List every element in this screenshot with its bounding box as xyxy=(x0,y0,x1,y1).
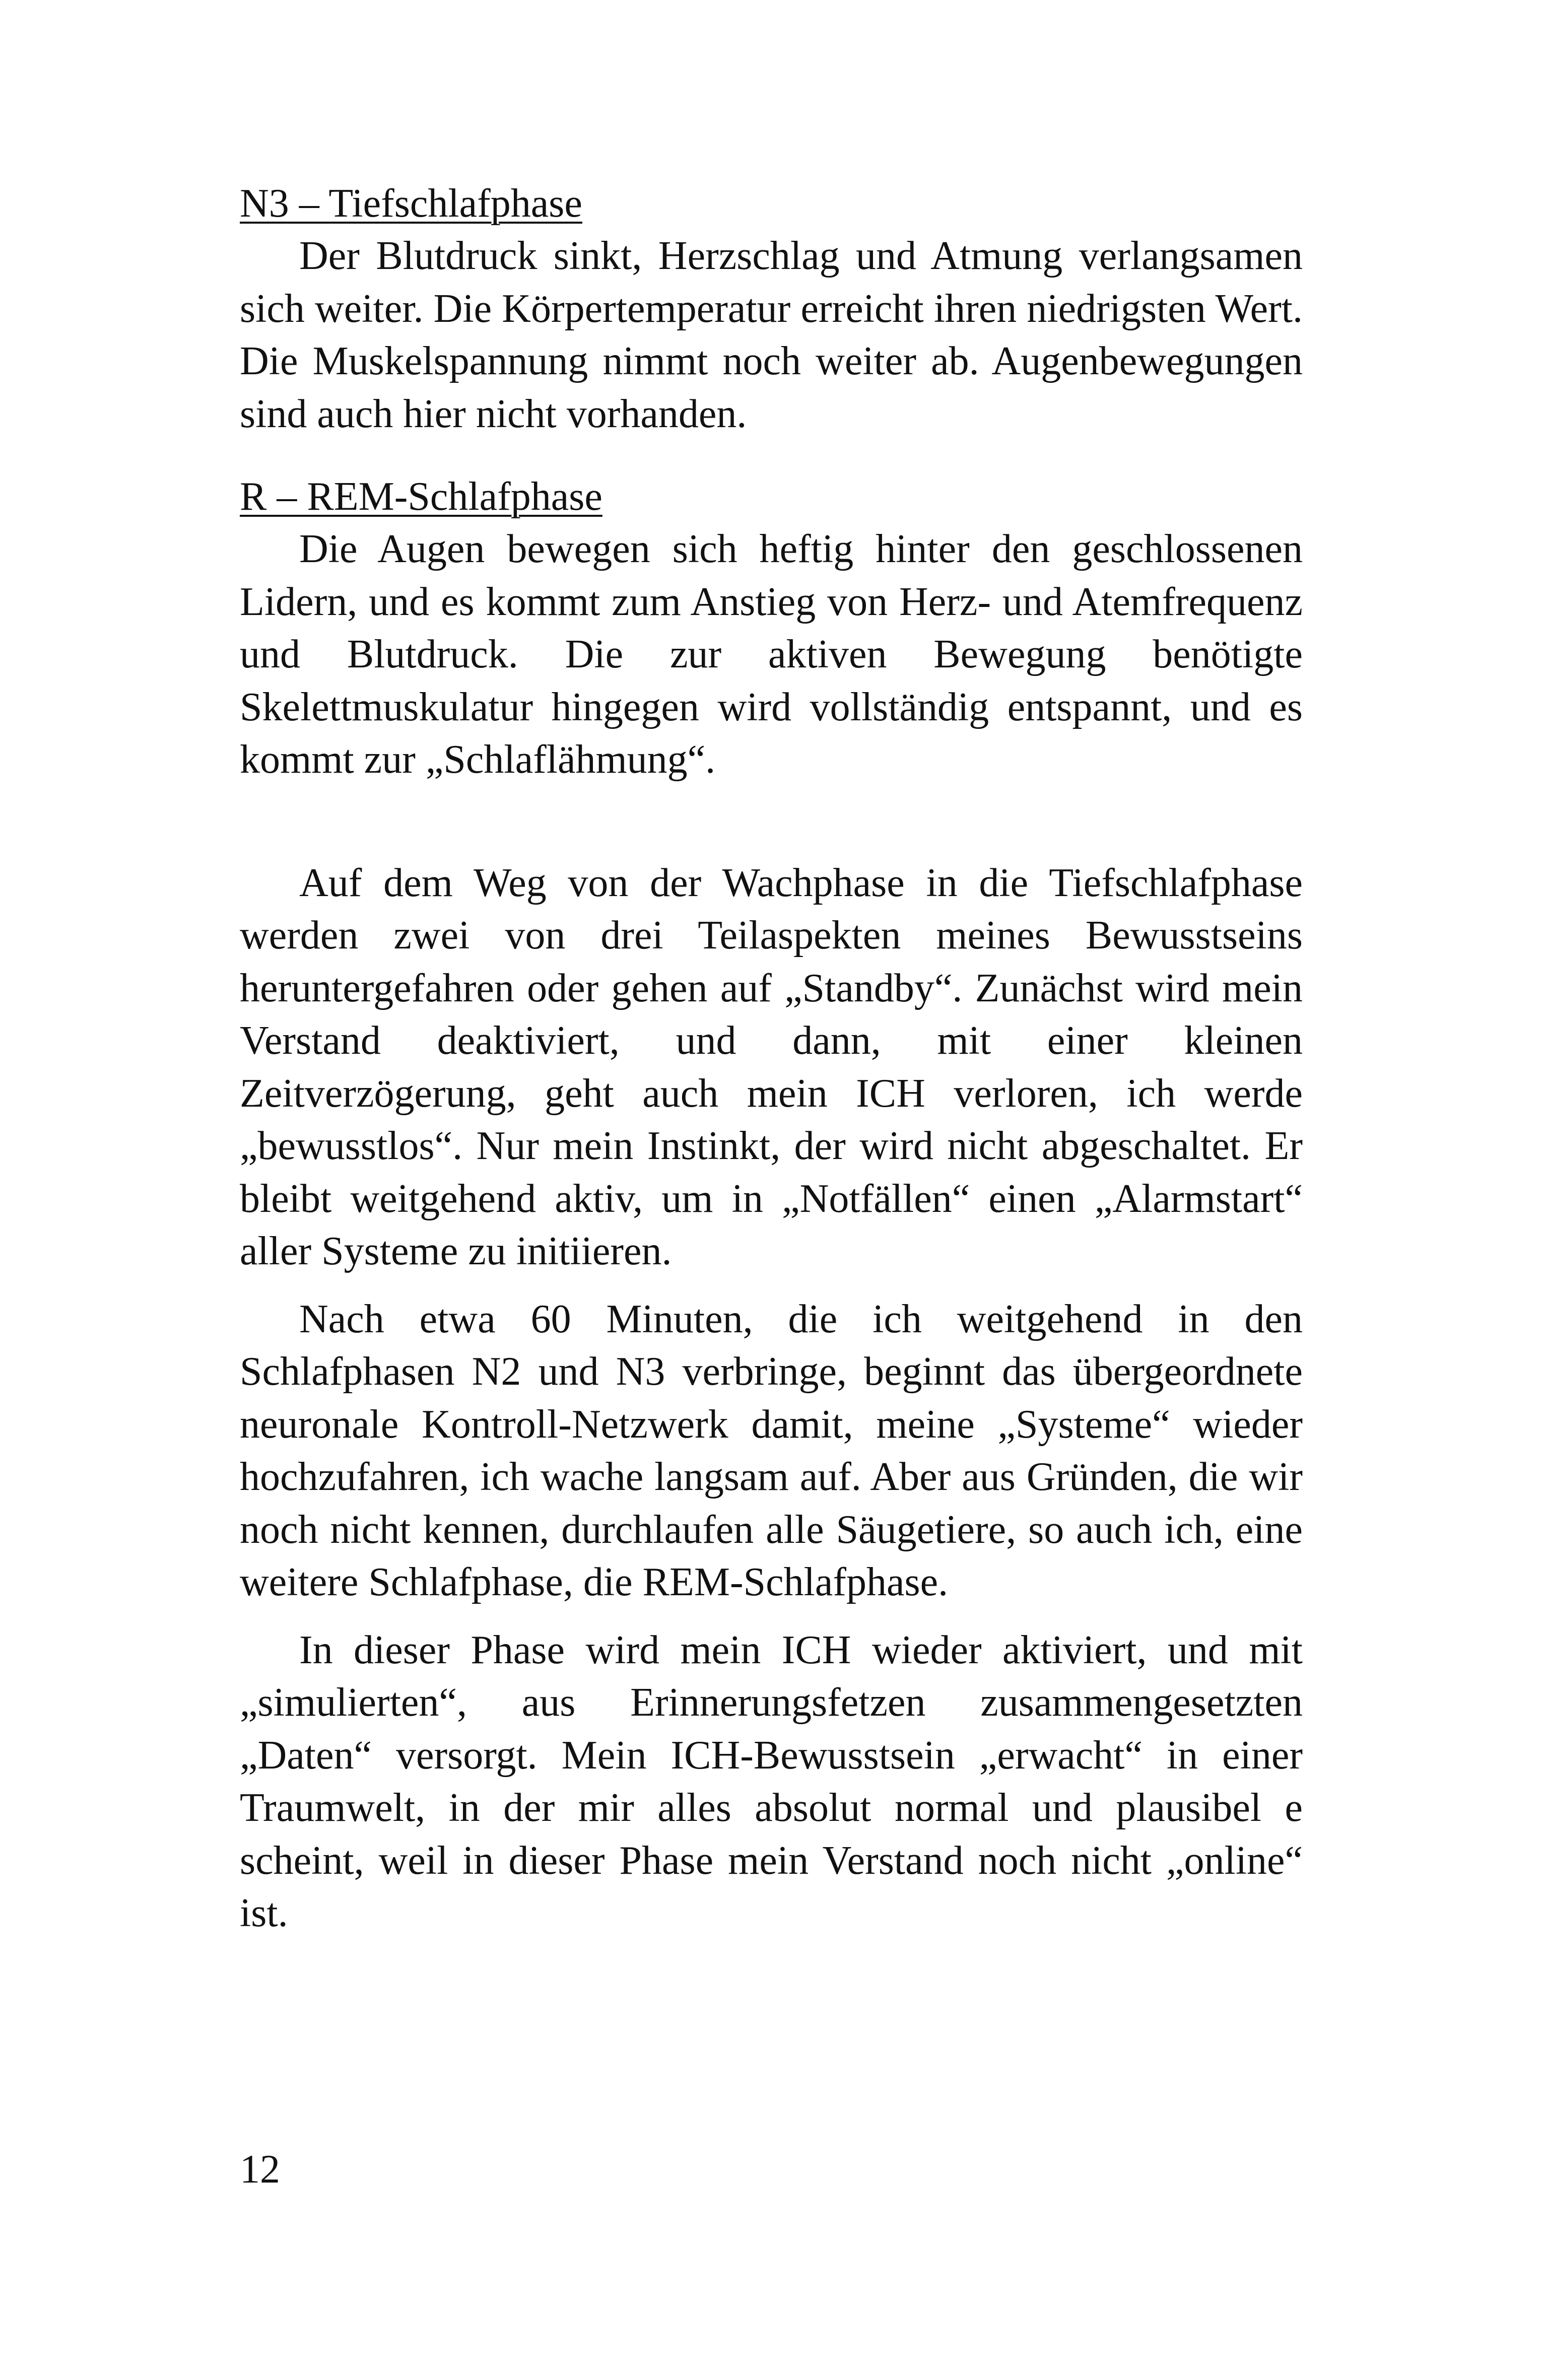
body-paragraph: In dieser Phase wird mein ICH wieder aktiviert, und mit „simulierten“, aus Erinnerungsfetzen zusammengesetzten „Daten“ versorgt. Mein ICH-Bewusstsein „erwacht“ in einer Traumwelt, in der mir alles absolut normal und plausibel e scheint, weil in dieser Phase mein Verstand noch nicht „online“ ist. xyxy=(240,1627,1303,1935)
section-heading-n3: N3 – Tiefschlafphase xyxy=(240,181,582,226)
body-paragraph: Auf dem Weg von der Wachphase in die Tiefschlafphase werden zwei von drei Teilaspekten meines Bewusstseins heruntergefahren oder gehen auf „Standby“. Zunächst wird mein Verstand deaktiviert, und dann, mit einer kleinen Zeitverzögerung, geht auch mein ICH verloren, ich werde „bewusstlos“. Nur mein Instinkt, der wird nicht abgeschaltet. Er bleibt weitgehend aktiv, um in „Notfällen“ einen „Alarmstart“ aller Systeme zu initiieren. xyxy=(240,860,1303,1273)
section-text-rem: Die Augen bewegen sich heftig hinter den geschlossenen Lidern, und es kommt zum Anstieg von Herz- und Atemfrequenz und Blutdruck. Die zur aktiven Bewegung benötigte Skelettmuskulatur hingegen wird vollständig entspannt, und es kommt zur „Schlaflähmung“. xyxy=(240,527,1303,782)
section-text-n3: Der Blutdruck sinkt, Herzschlag und Atmung verlangsamen sich weiter. Die Körpertemperatur erreicht ihren niedrigsten Wert. Die Muskelspannung nimmt noch weiter ab. Augenbewegungen sind auch hier nicht vorhanden. xyxy=(240,234,1303,436)
page-number: 12 xyxy=(240,2147,280,2192)
page-body xyxy=(240,177,1303,1940)
body-paragraph: Nach etwa 60 Minuten, die ich weitgehend in den Schlafphasen N2 und N3 verbringe, beginnt das übergeordnete neuronale Kontroll-Netzwerk damit, meine „Systeme“ wieder hochzufahren, ich wache langsam auf. Aber aus Gründen, die wir noch nicht kennen, durchlaufen alle Säugetiere, so auch ich, eine weitere Schlafphase, die REM-Schlafphase. xyxy=(240,1297,1303,1604)
section-heading-rem: R – REM-Schlafphase xyxy=(240,474,602,519)
